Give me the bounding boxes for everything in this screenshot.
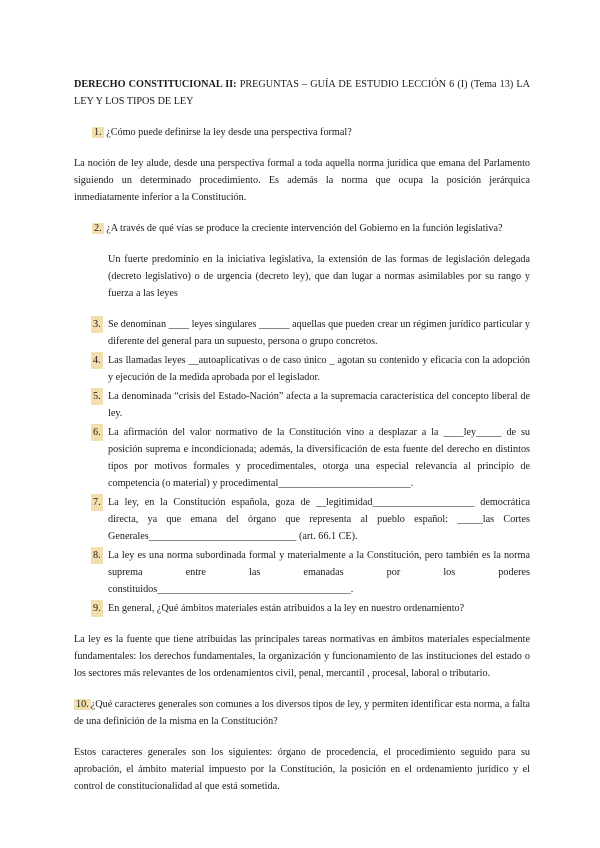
question-number: 3. bbox=[91, 316, 103, 333]
question-number: 8. bbox=[91, 547, 103, 564]
question-10-text: ¿Qué caracteres generales son comunes a los diversos tipos de ley, y permiten identificar esta norma, a falta de una definición de la misma en la Constitución? bbox=[74, 699, 530, 727]
answer-9: La ley es la fuente que tiene atribuidas las principales tareas normativas en ámbitos materiales especialmente fundamentales: los derechos fundamentales, la organización y funcionamiento de las instituciones del estado o los sectores más relevantes de los ordenamientos civil, penal, mercantil , procesal, laboral o tributario. bbox=[74, 634, 530, 679]
question-text: En general, ¿Qué ámbitos materiales están atribuidos a la ley en nuestro ordenamiento? bbox=[108, 603, 465, 614]
question-1-text: ¿Cómo puede definirse la ley desde una perspectiva formal? bbox=[106, 127, 352, 138]
question-text: Se denominan ____ leyes singulares ______ aquellas que pueden crear un régimen jurídico particular y diferente del general para un supuesto, persona o grupo concretos. bbox=[108, 319, 530, 347]
question-text: Las llamadas leyes __autoaplicativas o de caso único _ agotan su contenido y eficacia con la adopción y ejecución de la medida aprobada por el legislador. bbox=[108, 355, 530, 383]
question-text: La ley es una norma subordinada formal y materialmente a la Constitución, pero también es la norma suprema entre las emanadas por los poderes constituidos______________________________________. bbox=[108, 550, 530, 595]
answer-1: La noción de ley alude, desde una perspectiva formal a toda aquella norma jurídica que emana del Parlamento siguiendo un determinado procedimiento. Es además la norma que ocupa la posición jerárquica inmediatamente inferior a la Constitución. bbox=[74, 158, 530, 203]
title-bold: DERECHO CONSTITUCIONAL II: bbox=[74, 79, 237, 90]
answer-10: Estos caracteres generales son los siguientes: órgano de procedencia, el procedimiento seguido para su aprobación, el ámbito material impuesto por la Constitución, la posición en el ordenamiento jurídico y el control de constitucionalidad al que está sometida. bbox=[74, 747, 530, 792]
question-number: 6. bbox=[91, 424, 103, 441]
question-2-text: ¿A través de qué vías se produce la creciente intervención del Gobierno en la función legislativa? bbox=[106, 223, 503, 234]
question-5 bbox=[74, 388, 530, 422]
question-number: 9. bbox=[91, 600, 103, 617]
document-page bbox=[74, 76, 530, 809]
question-3 bbox=[74, 316, 530, 350]
document-title bbox=[74, 76, 530, 110]
question-10-number: 10. bbox=[76, 699, 89, 710]
question-text: La denominada “crisis del Estado-Nación” afecta a la supremacía característica del concepto liberal de ley. bbox=[108, 391, 530, 419]
question-2-number: 2. bbox=[94, 223, 102, 234]
question-list bbox=[74, 316, 530, 617]
question-9 bbox=[74, 600, 530, 617]
question-6 bbox=[74, 424, 530, 492]
question-1-number: 1. bbox=[94, 127, 102, 138]
question-10 bbox=[74, 696, 530, 730]
title-rest: PREGUNTAS – GUÍA DE ESTUDIO LECCIÓN 6 (I) (Tema 13) LA LEY Y LOS TIPOS DE LEY bbox=[74, 79, 530, 107]
answer-2: Un fuerte predominio en la iniciativa legislativa, la extensión de las formas de legislación delegada (decreto legislativo) o de urgencia (decreto ley), que dan lugar a normas asimilables por su rango y fuerza a las leyes bbox=[108, 254, 530, 299]
question-4 bbox=[74, 352, 530, 386]
question-number: 7. bbox=[91, 494, 103, 511]
question-text: La ley, en la Constitución española, goza de __legitimidad____________________ democrática directa, ya que emana del órgano que representa al pueblo español: _____las Cortes Generales_____________________________ (art. 66.1 CE). bbox=[108, 497, 530, 542]
question-8 bbox=[74, 547, 530, 598]
question-text: La afirmación del valor normativo de la Constitución vino a desplazar a la ____ley_____ de su posición suprema e incondicionada; además, la diversificación de esta fuente del derecho en distintos tipos por motivos formales y procedimentales, otorga una especial relevancia al principio de competencia (o material) y procedimental__________________________. bbox=[108, 427, 530, 489]
question-number: 4. bbox=[91, 352, 103, 369]
question-7 bbox=[74, 494, 530, 545]
question-1 bbox=[92, 124, 530, 141]
question-2 bbox=[92, 220, 530, 237]
question-number: 5. bbox=[91, 388, 103, 405]
